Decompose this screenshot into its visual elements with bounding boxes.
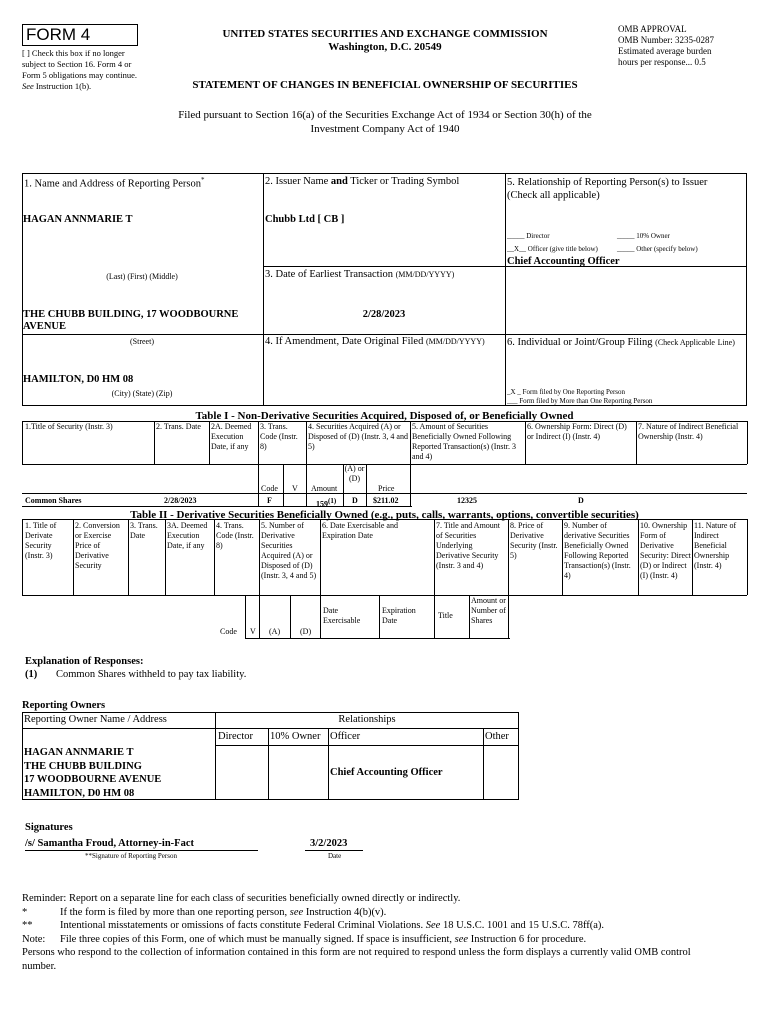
t1-v3b (283, 464, 284, 506)
t2-h6: 6. Date Exercisable and Expiration Date (322, 521, 398, 540)
t1-v6 (525, 421, 526, 464)
statement-title: STATEMENT OF CHANGES IN BENEFICIAL OWNERSHIP OF SECURITIES (192, 79, 578, 91)
t2-v2 (128, 519, 129, 595)
owners-v4 (483, 728, 484, 800)
t1-row-title: Common Shares (25, 496, 82, 505)
agency-line1: UNITED STATES SECURITIES AND EXCHANGE COMMISSION (222, 28, 548, 40)
footer-reminder: Reminder: Report on a separate line for each class of securities beneficially owned directly or indirectly. (22, 893, 461, 904)
box1-label-text: 1. Name and Address of Reporting Person (24, 178, 202, 190)
t1-v1 (154, 421, 155, 464)
box4-label (265, 336, 485, 347)
box6-label-text: 6. Individual or Joint/Group Filing (507, 337, 653, 348)
issuer-name: Chubb Ltd [ CB ] (265, 214, 345, 225)
box3-label-small: (MM/DD/YYYY) (395, 270, 455, 279)
reporting-person-street: THE CHUBB BUILDING, 17 WOODBOURNE AVENUE (23, 309, 239, 332)
t2-h10: 10. Ownership Form of Derivative Security: Direct (D) or Indirect (I) (Instr. 4) (640, 521, 691, 580)
t1-sub-top (22, 464, 747, 465)
relationship-ten-pct[interactable]: _____ 10% Owner (617, 232, 670, 240)
owner-address (24, 746, 161, 800)
t1-row-price: $211.02 (373, 496, 399, 505)
table2-title: Table II - Derivative Securities Beneficially Owned (e.g., puts, calls, warrants, options, convertible securities) (130, 509, 639, 521)
t1-row-code: F (267, 496, 272, 505)
t1-row-amount-footnote[interactable]: (1) (328, 497, 337, 505)
t2-v7 (434, 519, 435, 638)
owners-heading: Reporting Owners (22, 700, 106, 711)
filed-line1: Filed pursuant to Section 16(a) of the Securities Exchange Act of 1934 or Section 30(h) of the (178, 109, 592, 121)
t2-h1: 1. Title of Derivate Security (Instr. 3) (25, 521, 57, 560)
t2-h2: 2. Conversion or Exercise Price of Derivative Security (75, 521, 120, 570)
box2-label-pre: 2. Issuer Name (265, 176, 329, 187)
omb-line2: OMB Number: 3235-0287 (618, 35, 714, 45)
t2-h8: 8. Price of Derivative Security (Instr. 5) (510, 521, 558, 560)
footer-star2-pre: Intentional misstatements or omissions of facts constitute Federal Criminal Violations. (60, 920, 424, 931)
box5-label-line2: (Check all applicable) (507, 190, 600, 201)
date-caption: Date (328, 852, 342, 860)
box1-star: * (201, 176, 205, 184)
checkbox-text: [ ] Check this box if no longer subject to Section 16. Form 4 or Form 5 obligations may continue. (22, 48, 137, 80)
t2-v6 (320, 519, 321, 638)
box2-label-and: and (330, 176, 348, 187)
t1-h3: 3. Trans. Code (Instr. 8) (260, 422, 298, 451)
t2-bottom (245, 638, 510, 639)
t2-v7b (469, 595, 470, 638)
owner-officer-value: Chief Accounting Officer (330, 767, 443, 778)
owner-addr2: THE CHUBB BUILDING (24, 760, 142, 772)
t1-row-amount (316, 496, 336, 510)
owner-addr4: HAMILTON, D0 HM 08 (24, 787, 135, 799)
t1-h4: 4. Securities Acquired (A) or Disposed of (D) (Instr. 3, 4 and 5) (308, 422, 408, 451)
t2-h3a: 3A. Deemed Execution Date, if any (167, 521, 208, 550)
t2-v11 (692, 519, 693, 595)
filing-option-one[interactable]: _X _ Form filed by One Reporting Person (507, 388, 626, 396)
t2-sub-v: V (250, 627, 256, 636)
t1-row-date: 2/28/2023 (164, 496, 197, 505)
t2-v4 (214, 519, 215, 595)
signatures-heading: Signatures (25, 822, 73, 833)
owners-v1 (215, 712, 216, 800)
footer-star2 (22, 919, 752, 933)
owners-col-rel: Relationships (338, 714, 396, 725)
t1-row-amount-value: 159 (316, 499, 328, 509)
t2-h11: 11. Nature of Indirect Beneficial Ownership (Instr. 4) (694, 521, 737, 570)
owner-addr1: HAGAN ANNMARIE T (24, 747, 134, 758)
t1-h2: 2. Trans. Date (156, 422, 201, 431)
omb-line1: OMB APPROVAL (618, 24, 687, 34)
box3-label (265, 269, 454, 280)
grid-h-1 (263, 266, 505, 267)
footer-star1-mark: * (22, 906, 28, 918)
checkbox-see: See (22, 81, 34, 91)
box4-label-text: 4. If Amendment, Date Original Filed (265, 336, 424, 347)
footer-star1 (22, 906, 752, 920)
officer-title: Chief Accounting Officer (507, 256, 620, 267)
earliest-transaction-date: 2/28/2023 (362, 309, 406, 320)
t1-sub-price: Price (378, 484, 395, 493)
owners-col-other: Other (485, 731, 509, 742)
owners-v2 (268, 728, 269, 800)
t2-v12 (747, 519, 748, 595)
no-longer-subject-checkbox-text (22, 48, 150, 92)
name-hint: (Last) (First) (Middle) (106, 272, 178, 281)
box5-label-line1: 5. Relationship of Reporting Person(s) to Issuer (507, 177, 708, 188)
owners-col-ten: 10% Owner (270, 731, 321, 742)
omb-approval (618, 24, 714, 68)
agency-line2: Washington, D.C. 20549 (328, 41, 442, 53)
t2-v5a (259, 519, 260, 638)
footnote-text: Common Shares withheld to pay tax liability. (56, 669, 247, 680)
footer-note-post: Instruction 6 for procedure. (470, 933, 587, 945)
t1-v0 (22, 421, 23, 464)
t2-sub-title: Title (438, 611, 453, 620)
t2-sub-a: (A) (269, 627, 281, 636)
box4-label-small: (MM/DD/YYYY) (425, 337, 485, 346)
t2-v0 (22, 519, 23, 595)
t1-v4c (366, 464, 367, 506)
t2-v10 (638, 519, 639, 595)
explanation-heading: Explanation of Responses: (25, 656, 144, 667)
filed-pursuant (80, 108, 690, 136)
box6-label (507, 336, 745, 349)
t2-v5b (290, 595, 291, 638)
owner-addr3: 17 WOODBOURNE AVENUE (24, 774, 162, 785)
reporting-person-city: HAMILTON, D0 HM 08 (23, 374, 134, 385)
t2-sub-date-ex: Date Exercisable (323, 606, 361, 625)
grid-divider-2 (505, 173, 506, 406)
footer-note-mark: Note: (22, 933, 46, 945)
t2-v6b (379, 595, 380, 638)
owners-col-officer: Officer (330, 731, 361, 742)
footer-note (22, 933, 752, 947)
signer-name: /s/ Samantha Froud, Attorney-in-Fact (25, 838, 194, 849)
t2-v3 (165, 519, 166, 595)
owners-col-name: Reporting Owner Name / Address (24, 714, 167, 725)
t2-h5: 5. Number of Derivative Securities Acquired (A) or Disposed of (D) (Instr. 3, 4 and 5) (261, 521, 317, 580)
t1-v2 (209, 421, 210, 464)
grid-h-3 (22, 334, 747, 335)
form-title: FORM 4 (26, 25, 91, 44)
t2-h4: 4. Trans. Code (Instr. 8) (216, 521, 254, 550)
omb-line3: Estimated average burden (618, 46, 712, 56)
t2-v1 (73, 519, 74, 595)
relationship-director[interactable]: _____ Director (507, 232, 550, 240)
t1-sub-amount: Amount (311, 484, 338, 493)
date-line (305, 850, 363, 851)
footer-star2-see: See (425, 920, 441, 931)
t1-h6: 6. Ownership Form: Direct (D) or Indirect (I) (Instr. 4) (527, 422, 627, 441)
t1-v8 (747, 421, 748, 464)
signature-date: 3/2/2023 (310, 838, 348, 849)
t1-row-aord: D (352, 496, 358, 505)
footer-star1-post: Instruction 4(b)(v). (305, 906, 387, 918)
city-hint: (City) (State) (Zip) (111, 389, 173, 398)
owners-h2 (215, 745, 519, 746)
footer-persons1: Persons who respond to the collection of information contained in this form are not required to respond unless the form displays a currently valid OMB control (22, 947, 691, 958)
omb-line4: hours per response... 0.5 (618, 57, 706, 67)
t2-h3: 3. Trans. Date (130, 521, 158, 540)
relationship-officer[interactable]: __X__ Officer (give title below) (507, 245, 598, 253)
t1-row-owned: 12325 (457, 496, 477, 505)
footer-persons2: number. (22, 960, 57, 972)
filing-option-group[interactable]: ___ Form filed by More than One Reporting Person (507, 397, 653, 405)
street-hint: (Street) (130, 337, 154, 346)
signature-line (25, 850, 258, 851)
t2-v5 (245, 595, 246, 638)
t2-v9 (562, 519, 563, 595)
owners-h1 (22, 728, 519, 729)
box2-label-post: Ticker or Trading Symbol (350, 176, 460, 187)
t1-sub-code: Code (261, 484, 278, 493)
t2-sub-code: Code (220, 627, 237, 636)
t1-h1: 1.Title of Security (Instr. 3) (25, 422, 113, 431)
t1-h2a: 2A. Deemed Execution Date, if any (211, 422, 252, 451)
t2-h7: 7. Title and Amount of Securities Underlying Derivative Security (Instr. 3 and 4) (436, 521, 501, 570)
footer-star1-pre: If the form is filed by more than one reporting person, (60, 906, 288, 918)
t2-mid (22, 595, 747, 596)
t2-h9: 9. Number of derivative Securities Beneficially Owned Following Reported Transaction(s) (Instr. 4) (564, 521, 631, 580)
box1-label (24, 176, 205, 190)
grid-divider-1 (263, 173, 264, 406)
table1-title: Table I - Non-Derivative Securities Acquired, Disposed of, or Beneficially Owned (195, 410, 574, 422)
owners-v3 (328, 728, 329, 800)
t1-sub-v: V (292, 484, 298, 493)
footer-note-see: see (454, 933, 469, 945)
t1-h7: 7. Nature of Indirect Beneficial Ownership (Instr. 4) (638, 422, 739, 441)
box5-label (507, 176, 707, 202)
reporting-person-name: HAGAN ANNMARIE T (23, 214, 133, 225)
box3-label-text: 3. Date of Earliest Transaction (265, 269, 394, 280)
t1-row-bottom (22, 506, 412, 507)
t2-sub-exp: Expiration Date (382, 606, 416, 625)
filed-line2: Investment Company Act of 1940 (310, 123, 460, 135)
box6-label-small2: Line) (717, 338, 735, 347)
t1-row-form: D (578, 496, 584, 505)
t1-sub-aord: (A) or (D) (344, 464, 365, 483)
t1-h5: 5. Amount of Securities Beneficially Owned Following Reported Transaction(s) (Instr. 3 and 4) (412, 422, 516, 461)
owners-col-director: Director (218, 731, 253, 742)
footer-note-pre: File three copies of this Form, one of which must be manually signed. If space is insufficient, (60, 933, 453, 945)
footer-star2-post: 18 U.S.C. 1001 and 15 U.S.C. 78ff(a). (442, 920, 605, 931)
footer-star1-see: see (289, 906, 304, 918)
relationship-other[interactable]: _____ Other (specify below) (617, 245, 698, 253)
t2-sub-d: (D) (300, 627, 312, 636)
footer-star2-mark: ** (22, 920, 33, 931)
t2-sub-amount: Amount or Number of Shares (471, 596, 506, 625)
footnote-number: (1) (25, 669, 38, 680)
box6-label-small: (Check Applicable (655, 338, 715, 347)
signer-caption: **Signature of Reporting Person (85, 852, 177, 860)
footer-notes (22, 892, 752, 973)
checkbox-instr: Instruction 1(b). (35, 81, 92, 91)
box2-label (265, 176, 459, 187)
reporting-info-grid (22, 173, 747, 406)
t1-v7 (636, 421, 637, 464)
